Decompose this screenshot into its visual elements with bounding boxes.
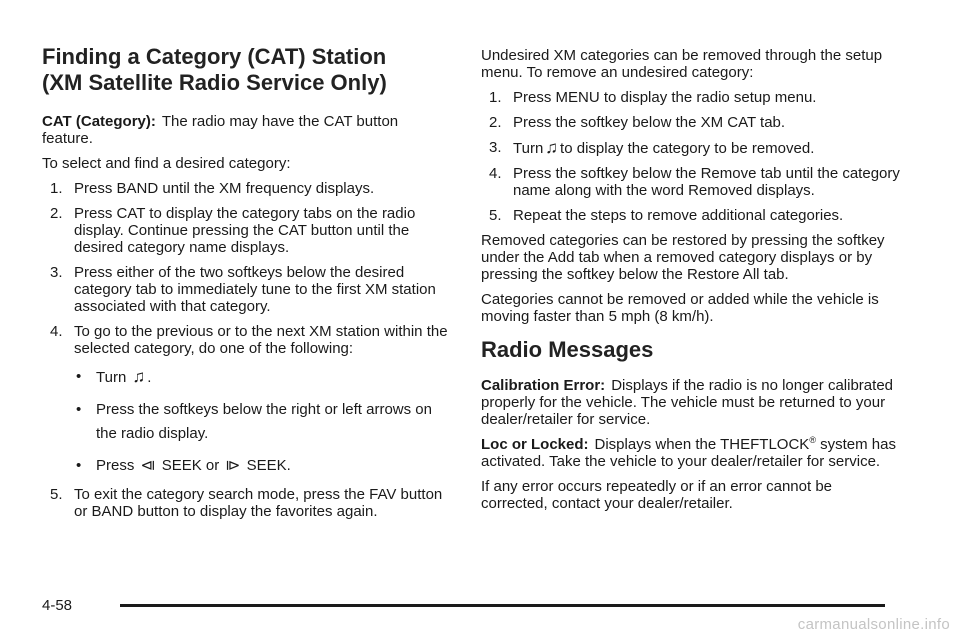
calibration-error-text: Displays if the radio is no longer calibrated properly for the vehicle. The vehicle must be returned to your dealer/retailer for service.: [481, 377, 894, 428]
cat-paragraph: [42, 113, 452, 147]
sub-text: SEEK or: [161, 457, 220, 474]
seek-back-icon: ⧏: [140, 457, 156, 474]
step-text: Repeat the steps to remove additional categories.: [513, 207, 844, 224]
step-number: 4.: [489, 165, 502, 182]
tune-knob-icon: ♫: [132, 367, 146, 386]
remove-intro: Undesired XM categories can be removed through the setup menu. To remove an undesired category:: [481, 47, 883, 81]
right-column: [481, 47, 901, 520]
tune-knob-icon: ♫: [545, 138, 559, 157]
list-item: [481, 114, 901, 131]
list-item: [481, 89, 901, 106]
select-steps-list: [42, 180, 452, 520]
sub-item-softkeys: [74, 398, 452, 446]
locked-paragraph: [481, 436, 901, 470]
list-item: [481, 139, 901, 157]
list-item: [42, 264, 452, 315]
step-number: 5.: [489, 207, 502, 224]
sub-item-seek: [74, 454, 452, 478]
section-title-cat: [42, 44, 452, 96]
seek-forward-icon: ⧐: [225, 457, 241, 474]
restore-paragraph: Removed categories can be restored by pressing the softkey under the Add tab when a removed category displays or by pressing the softkey below the Restore All tab.: [481, 232, 885, 283]
cannot-remove-paragraph: Categories cannot be removed or added while the vehicle is moving faster than 5 mph (8 km/h).: [481, 291, 879, 325]
select-intro: To select and find a desired category:: [42, 155, 291, 172]
sub-options-list: [74, 365, 452, 478]
step-number: 5.: [50, 486, 63, 503]
watermark: carmanualsonline.info: [797, 616, 950, 633]
cat-text: The radio may have the CAT button feature.: [42, 113, 399, 147]
list-item: [42, 323, 452, 478]
calibration-error-label: Calibration Error:: [481, 377, 606, 394]
step-number: 3.: [50, 264, 63, 281]
locked-label: Loc or Locked:: [481, 436, 589, 453]
step-text: Press the softkey below the Remove tab until the category name along with the word Removed displays.: [513, 165, 900, 199]
step-text: Press the softkey below the XM CAT tab.: [513, 114, 786, 131]
bullet-icon: •: [76, 457, 82, 474]
step-number: 1.: [489, 89, 502, 106]
step-number: 3.: [489, 139, 502, 156]
sub-item-turn: [74, 365, 452, 390]
remove-steps-list: [481, 89, 901, 224]
footer-rule: [120, 604, 885, 607]
step-text: Press either of the two softkeys below the desired category tab to immediately tune to the first XM station associated with that category.: [74, 264, 436, 315]
bullet-icon: •: [76, 401, 82, 418]
section-title-radio-messages: Radio Messages: [481, 337, 654, 362]
step-text: Press MENU to display the radio setup menu.: [513, 89, 817, 106]
step-number: 2.: [489, 114, 502, 131]
bullet-icon: •: [76, 368, 82, 385]
step-number: 4.: [50, 323, 63, 340]
step-number: 1.: [50, 180, 63, 197]
step-text: To go to the previous or to the next XM station within the selected category, do one of the following:: [74, 323, 448, 357]
step-number: 2.: [50, 205, 63, 222]
title-line-2: (XM Satellite Radio Service Only): [42, 70, 387, 95]
list-item: [42, 486, 452, 520]
list-item: [42, 180, 452, 197]
locked-text: Displays when the THEFTLOCK: [594, 436, 810, 453]
step-text: Turn: [513, 140, 544, 157]
sub-text: Turn: [96, 369, 127, 386]
sub-text: Press: [96, 457, 135, 474]
page-number: 4-58: [42, 597, 73, 614]
sub-text: .: [147, 369, 152, 386]
error-paragraph: If any error occurs repeatedly or if an error cannot be corrected, contact your dealer/retailer.: [481, 478, 833, 512]
list-item: [42, 205, 452, 256]
left-column: [42, 44, 452, 528]
sub-text: Press the softkeys below the right or left arrows on the radio display.: [96, 401, 432, 442]
calibration-error-paragraph: [481, 377, 901, 428]
registered-mark: ®: [809, 435, 816, 445]
title-line-1: Finding a Category (CAT) Station: [42, 44, 387, 69]
step-text: Press CAT to display the category tabs on the radio display. Continue pressing the CAT button until the desired category name displays.: [74, 205, 416, 256]
step-text: to display the category to be removed.: [560, 140, 815, 157]
list-item: [481, 207, 901, 224]
locked-text-cont: system has activated. Take the vehicle to your dealer/retailer for service.: [481, 436, 896, 470]
step-text: Press BAND until the XM frequency displays.: [74, 180, 375, 197]
step-text: To exit the category search mode, press the FAV button or BAND button to display the favorites again.: [74, 486, 443, 520]
list-item: [481, 165, 901, 199]
cat-label: CAT (Category):: [42, 113, 156, 130]
sub-text: SEEK.: [246, 457, 291, 474]
